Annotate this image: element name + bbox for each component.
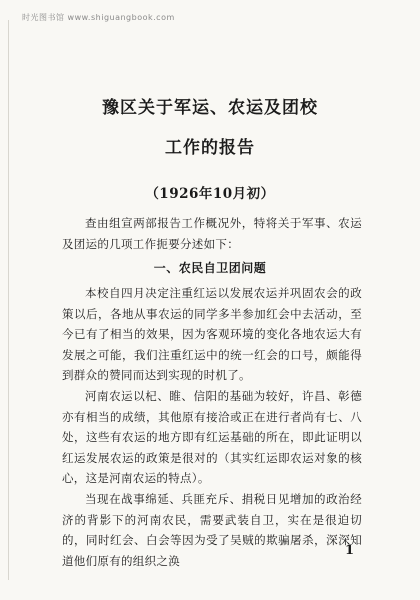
title-line-2: 工作的报告 [165,138,255,158]
intro-paragraph: 查由组宣两部报告工作概况外，特将关于军事、农运及团运的几项工作扼要分述如下： [62,216,362,251]
watermark: 时光图书馆 www.shiguangbook.com [22,13,175,22]
paragraph-3: 当现在战事绵延、兵匪充斥、捐税日见增加的政治经济的背影下的河南农民，需要武装自卫，实在是很迫切的，同时红会、白会等因为受了吴贼的欺骗屠杀，深深知道他们原有的组织之涣 [62,491,362,568]
intro-block [62,213,362,254]
section-heading: 一、农民自卫团问题 [153,261,267,275]
paragraph-2: 河南农运以杞、睢、信阳的基础为较好，许昌、彰德亦有相当的成绩，其他原有接洽或正在进行者尚有七、八处，这些有农运的地方即有红运基础的所在，即此证明以红运发展农运的政策是很对的（其实红运即农运对象的核心，这是河南农运的特点）。 [62,388,362,486]
report-date: （1926年10月初） [145,186,275,202]
title-line-1: 豫区关于军运、农运及团校 [102,98,318,118]
page-number: 1 [344,543,354,558]
body-text [62,283,362,571]
paragraph-1: 本校自四月决定注重红运以发展农运并巩固农会的政策以后，各地从事农运的同学多半参加红会中去活动，至今已有了相当的效果，因为客观环境的变化各地农运大有发展之可能，我们注重红运中的统一红会的口号，颇能得到群众的赞同而达到实现的时机了。 [62,286,362,383]
